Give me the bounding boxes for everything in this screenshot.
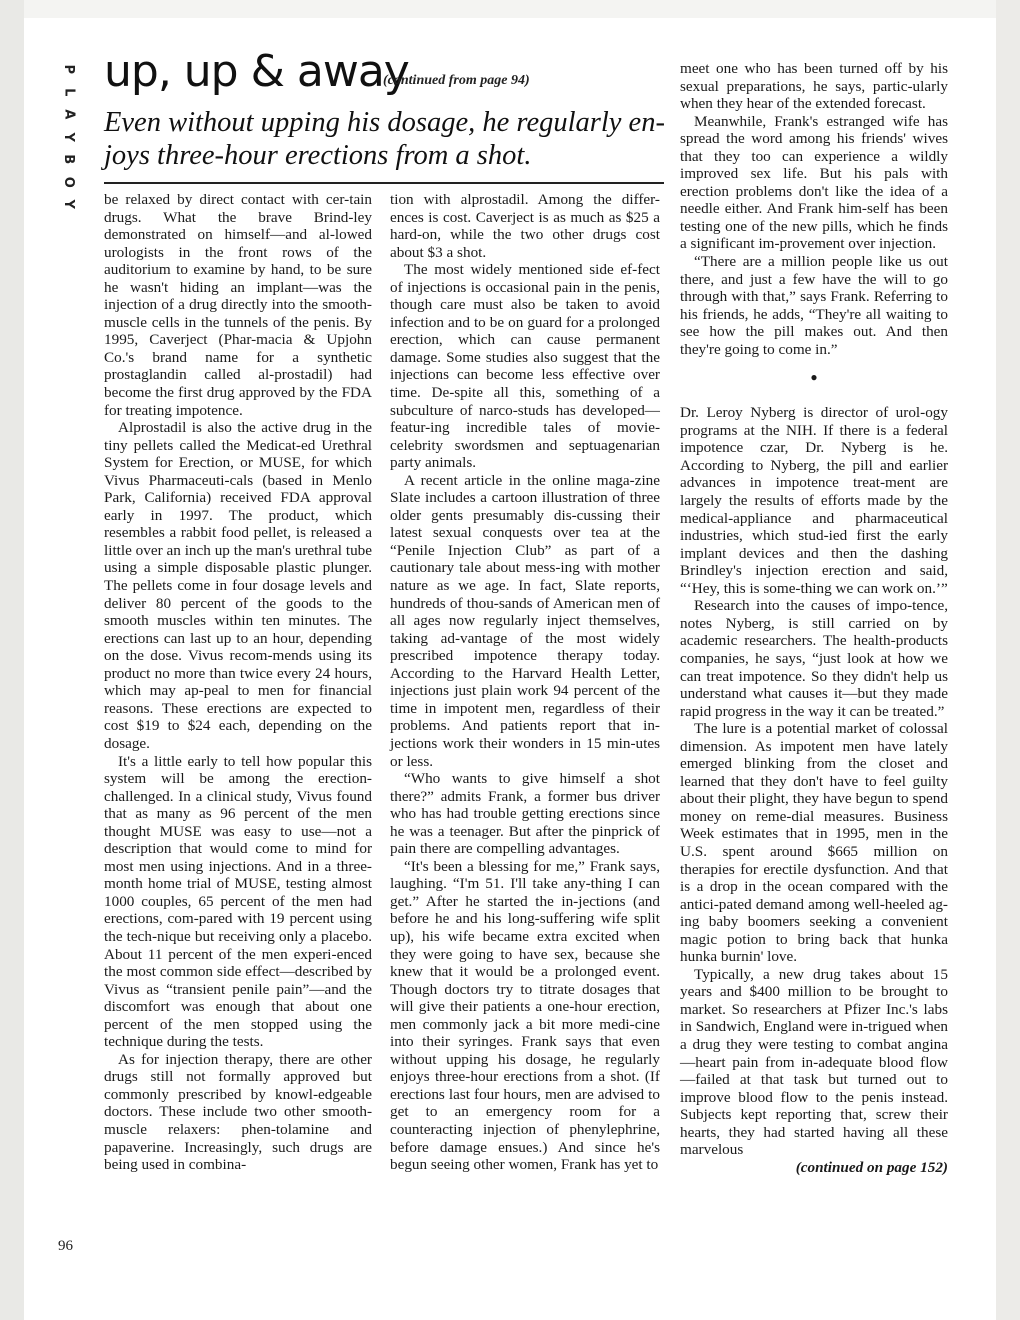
running-head-letter: O xyxy=(61,176,77,188)
paragraph: It's a little early to tell how popular this system will be among the erection-challenged. In a clinical study, Vivus found that as many as 96 percent of the men thought MUSE was easy to use—not a description that would come to mind for most men using injections. And in a three-month home trial of MUSE, testing almost 1000 couples, 65 percent of the men had erections, com-pared with 19 percent using the tech-nique but receiving only a placebo. About 11 percent of the men experi-enced the most common side effect—described by Vivus as “transient penile pain”—and the discomfort was enough that about one percent of the men stopped using the technique during the tests. xyxy=(104,752,372,1051)
paragraph: tion with alprostadil. Among the differ-ences is cost. Caverject is as much as $25 a hard-on, while the two other drugs cost about $3 a shot. xyxy=(390,191,660,261)
running-head-letter: L xyxy=(61,87,77,96)
paragraph: be relaxed by direct contact with cer-tain drugs. What the brave Brind-ley demonstrated on himself—and al-lowed urologists in the front rows of the auditorium to examine by hand, to be sure he wasn't hiding an implant—was the injection of a drug directly into the smooth-muscle cells in the tunnels of the penis. By 1995, Caverject (Phar-macia & Upjohn Co.'s brand name for a synthetic prostaglandin called al-prostadil) had become the first drug approved by the FDA for treating impotence. xyxy=(104,191,372,419)
paragraph: Dr. Leroy Nyberg is director of urol-ogy programs at the NIH. If there is a federal impotence czar, Dr. Nyberg is he. According to Nyberg, the pill and earlier advances in impotence treat-ment are largely the results of efforts made by the medical-appliance and pharmaceutical industries, which stud-ied first the early implant devices and then the dashing Brindley's injection erection and said, “‘Hey, this is some-thing we can work on.’” xyxy=(680,404,948,597)
section-break-bullet: ● xyxy=(810,370,818,385)
running-head-letter: Y xyxy=(61,199,77,209)
running-head-letter: Y xyxy=(61,132,77,142)
paragraph: The lure is a potential market of colossal dimension. As impotent men have lately emerged blinking from the closet and learned that they don't have to feel guilty about their plight, they have begun to spend money on reme-dial measures. Business Week estimates that in 1995, men in the U.S. spent around $665 million on therapies for erectile dysfunction. And that is a drop in the ocean compared with the antici-pated demand among well-heeled ag-ing baby boomers seeking a convenient magic potion to bring back that hunka hunka burnin' love. xyxy=(680,720,948,966)
paragraph: Typically, a new drug takes about 15 years and $400 million to be brought to market. So researchers at Pfizer Inc.'s labs in Sandwich, England were in-trigued when a drug they were testing to combat angina—heart pain from in-adequate blood flow—failed at that task but turned out to improve blood flow to the penis instead. Subjects kept reporting that, screw their hearts, they had started having all these marvelous xyxy=(680,965,948,1159)
article-title: up, up & away xyxy=(104,46,409,97)
paragraph: Alprostadil is also the active drug in the tiny pellets called the Medicat-ed Urethral System for Erection, or MUSE, for which Vivus Pharmaceuti-cals (based in Menlo Park, California) received FDA approval early in 1997. The product, which resembles a rabbit food pellet, is released a little over an inch up the man's urethral tube using a simple disposable plastic plunger. The pellets come in four dosage levels and deliver 80 percent of the goods to the smooth muscles within ten minutes. The erections can last up to an hour, depending on the dose. Vivus recom-mends using its product no more than twice every 24 hours, which may ap-peal to men for financial reasons. These erections are expected to cost $19 to $24 each, depending on the dosage. xyxy=(104,419,372,752)
text-column-1 xyxy=(104,191,372,1174)
text-column-3 xyxy=(680,60,948,1176)
paragraph: A recent article in the online maga-zine Slate includes a cartoon illustration of three older gents presumably dis-cussing their latest sexual conquests over tea at the “Penile Injection Club” as part of a cautionary tale about mess-ing with mother nature as we age. In fact, Slate reports, hundreds of thou-sands of American men of all ages now regularly inject themselves, taking ad-vantage of the most widely prescribed impotence therapy today. According to the Harvard Health Letter, injections just plain work 94 percent of the time in impotent men, regardless of their problems. And patients report that in-jections work their wonders in 15 min-utes or less. xyxy=(390,471,660,770)
paragraph: meet one who has been turned off by his sexual preparations, he says, partic-ularly when they hear of the extended forecast. xyxy=(680,60,948,113)
continued-on-note: (continued on page 152) xyxy=(795,1158,948,1176)
paragraph: “Who wants to give himself a shot there?” admits Frank, a former bus driver who has had trouble getting erections since he was a teenager. But after the pinprick of pain there are compelling advantages. xyxy=(390,770,660,858)
running-head-letter: P xyxy=(61,64,77,75)
paragraph: Research into the causes of impo-tence, notes Nyberg, is still carried on by academic researchers. The health-products companies, he says, “just look at how we can treat impotence. So they didn't help us understand what causes it—but they made rapid progress in the way it can be treated.” xyxy=(680,597,948,720)
text-column-2 xyxy=(390,191,660,1174)
pull-quote: Even without upping his dosage, he regularly en-joys three-hour erections from a shot. xyxy=(104,107,665,171)
paragraph: Meanwhile, Frank's estranged wife has spread the word among his friends' wives that they too can experience a wildly improved sex life. But his pals with erection problems don't like the idea of a needle either. And Frank him-self has been testing one of the new pills, which he finds a significant im-provement over injection. xyxy=(680,112,948,253)
right-page-margin xyxy=(996,0,1020,1320)
header-divider xyxy=(104,182,664,184)
running-head-letter: B xyxy=(61,154,77,165)
left-page-margin xyxy=(0,0,24,1320)
paragraph: “There are a million people like us out there, and just a few have the will to go through with that,” says Frank. Referring to his friends, he adds, “They're all waiting to see how the pill makes out. And then they're going to come in.” xyxy=(680,253,948,358)
paragraph: As for injection therapy, there are other drugs still not formally approved but commonly prescribed by knowl-edgeable doctors. These include two other smooth-muscle relaxers: phen-tolamine and papaverine. Increasingly, such drugs are being used in combina- xyxy=(104,1050,372,1174)
magazine-running-head xyxy=(54,58,76,216)
paragraph: The most widely mentioned side ef-fect of injections is occasional pain in the penis, though care must also be taken to avoid infection and to be on guard for a prolonged erection, which can cause permanent damage. Some studies also suggest that the injections can become less effective over time. De-spite all this, something of a subculture of narco-studs has developed—featur-ing incredible tales of movie-celebrity swordsmen and septuagenarian party animals. xyxy=(390,261,660,472)
running-head-letter: A xyxy=(61,109,77,120)
paragraph: “It's been a blessing for me,” Frank says, laughing. “I'm 51. I'll take any-thing I can get.” After he started the in-jections (and before he and his long-suffering wife split up), his wife became extra excited when they were going to have sex, because she knew that it would be a prolonged event. Though doctors try to titrate dosages that will give their patients a one-hour erection, men commonly jack a bit more medi-cine into their syringes. Frank says that even without upping his dosage, he regularly enjoys three-hour erections from a shot. (If erections last four hours, men are advised to get to an emergency room for a counteracting injection of phenylephrine, before damage ensues.) And since he's begun seeing other women, Frank has yet to xyxy=(390,857,660,1174)
page-number: 96 xyxy=(58,1238,73,1254)
continued-from-note: (continued from page 94) xyxy=(383,73,530,88)
